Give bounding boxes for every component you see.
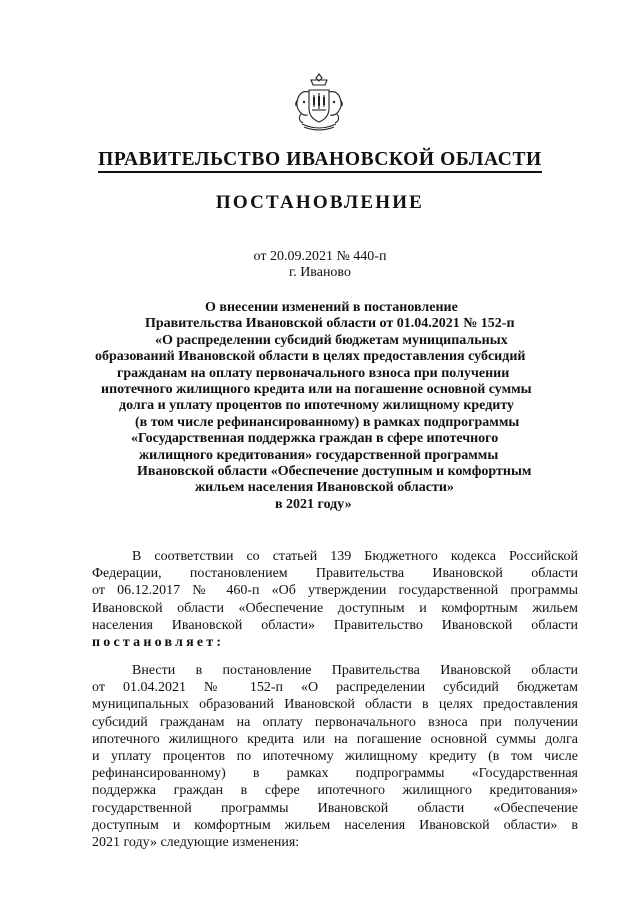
paragraph-line: от 01.04.2021 № 152-п «О распределении субсидий бюджетам	[92, 680, 578, 696]
paragraph-line: субсидий гражданам на оплату первоначального взноса при получении	[92, 714, 578, 730]
subject-line: жильем населения Ивановской области»	[195, 480, 454, 496]
subject-line: О внесении изменений в постановление	[205, 300, 458, 315]
paragraph-line: Федерации, постановлением Правительства Ивановской области	[92, 566, 578, 582]
paragraph-line: Ивановской области «Обеспечение доступным и комфортным жильем	[92, 600, 578, 616]
subject-line: «Государственная поддержка граждан в сфере ипотечного	[131, 431, 499, 447]
operative-paragraph	[92, 662, 578, 851]
subject-line: гражданам на оплату первоначального взноса при получении	[117, 365, 510, 381]
subject-line: (в том числе рефинансированному) в рамках подпрограммы	[135, 414, 520, 430]
coat-of-arms-icon	[292, 70, 346, 132]
subject-line: «О распределении субсидий бюджетам муниципальных	[155, 332, 508, 348]
government-title: ПРАВИТЕЛЬСТВО ИВАНОВСКОЙ ОБЛАСТИ	[0, 148, 640, 172]
document-type: ПОСТАНОВЛЕНИЕ	[215, 192, 425, 213]
preamble-paragraph	[92, 548, 578, 651]
paragraph-line: государственной программы Ивановской области «Обеспечение	[92, 800, 578, 816]
subject-line: ипотечного жилищного кредита или на погашение основной суммы	[101, 382, 532, 398]
subject-line: Правительства Ивановской области от 01.04.2021 № 152-п	[145, 316, 515, 332]
paragraph-line: В соответствии со статьей 139 Бюджетного кодекса Российской	[132, 549, 578, 564]
subject-line: жилищного кредитования» государственной программы	[139, 447, 499, 463]
paragraph-line: 2021 году» следующие изменения:	[92, 834, 300, 850]
paragraph-line: муниципальных образований Ивановской области в целях предоставления	[92, 697, 578, 713]
paragraph-line: и уплату процентов по ипотечному жилищному кредиту (в том числе	[92, 748, 578, 764]
subject-line: Ивановской области «Обеспечение доступным и комфортным	[137, 464, 532, 480]
paragraph-line: населения Ивановской области» Правительство Ивановской области	[92, 617, 578, 633]
subject-line: образований Ивановской области в целях предоставления субсидий	[95, 349, 526, 365]
paragraph-line: поддержка граждан в сфере ипотечного жилищного кредитования»	[92, 783, 578, 799]
subject-line: долга и уплату процентов по ипотечному жилищному кредиту	[119, 398, 515, 414]
paragraph-line: Внести в постановление Правительства Ивановской области	[132, 663, 578, 678]
document-date-number: от 20.09.2021 № 440-п	[253, 249, 387, 264]
paragraph-line: доступным и комфортным жильем населения Ивановской области» в	[92, 817, 578, 833]
paragraph-line: рефинансированному) в рамках подпрограммы «Государственная	[92, 766, 578, 782]
decree-word: постановляет:	[92, 634, 225, 650]
subject-line: в 2021 году»	[275, 496, 352, 512]
document-city: г. Иваново	[289, 265, 351, 280]
paragraph-line: ипотечного жилищного кредита или на погашение основной суммы долга	[92, 731, 578, 747]
paragraph-line: от 06.12.2017 № 460-п «Об утверждении государственной программы	[92, 583, 578, 599]
document-subject	[95, 300, 565, 513]
